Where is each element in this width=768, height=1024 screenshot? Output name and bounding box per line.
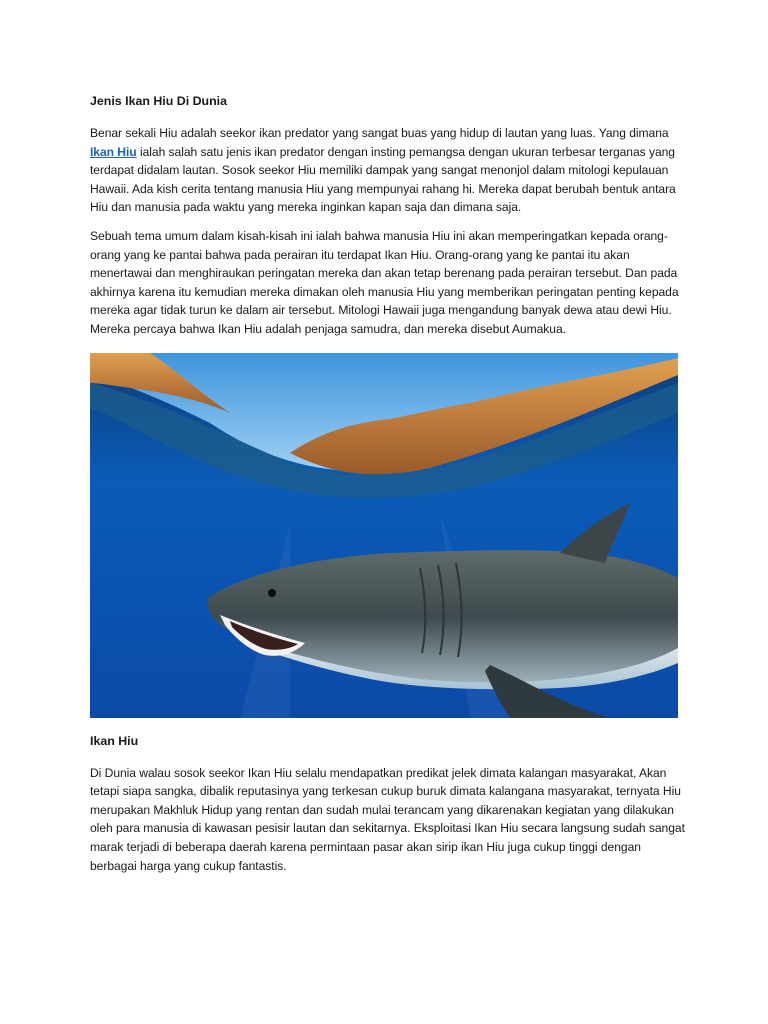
paragraph-intro <box>90 124 690 217</box>
article-body <box>90 92 690 885</box>
paragraph-mythology: Sebuah tema umum dalam kisah-kisah ini ialah bahwa manusia Hiu ini akan memperingatkan kepada orang-orang yang ke pantai bahwa pada perairan itu terdapat Ikan Hiu. Orang-orang yang ke pantai itu akan menertawai dan menghiraukan peringatan mereka dan akan tetap berenang pada perairan tersebut. Dan pada akhirnya karena itu kemudian mereka dimakan oleh manusia Hiu yang memberikan peringatan penting kepada mereka agar tidak turun ke dalam air tersebut. Mitologi Hawaii juga mengandung banyak dewa atau dewi Hiu. Mereka percaya bahwa Ikan Hiu adalah penjaga samudra, dan mereka disebut Aumakua. <box>90 228 679 336</box>
paragraph-conservation: Di Dunia walau sosok seekor Ikan Hiu selalu mendapatkan predikat jelek dimata kalangan masyarakat, Akan tetapi siapa sangka, dibalik reputasinya yang terkesan cukup buruk dimata kalangana masyarakat, ternyata Hiu merupakan Makhluk Hidup yang rentan dan sudah mulai terancam yang dikarenakan kegiatan yang dilakukan oleh para manusia di kawasan pesisir lautan dan sekitarnya. Eksploitasi Ikan Hiu secara langsung sudah sangat marak terjadi di beberapa daerah karena permintaan pasar akan sirip ikan Hiu juga cukup tinggi dengan berbagai harga yang cukup fantastis. <box>90 765 685 873</box>
paragraph-intro-text-end: ialah salah satu jenis ikan predator dengan insting pemangsa dengan ukuran terbesar terganas yang terdapat didalam lautan. Sosok seekor Hiu memiliki dampak yang sangat menonjol dalam mitologi kepulauan Hawaii. Ada kish cerita tentang manusia Hiu yang mempunyai rahang hi. Mereka dapat berubah bentuk antara Hiu dan manusia pada waktu yang mereka inginkan kapan saja dan dimana saja. <box>90 144 676 215</box>
section-title: Ikan Hiu <box>90 733 139 748</box>
article-title: Jenis Ikan Hiu Di Dunia <box>90 94 228 108</box>
paragraph-intro-text-start: Benar sekali Hiu adalah seekor ikan predator yang sangat buas yang hidup di lautan yang luas. Yang dimana <box>90 126 669 140</box>
shark-eye <box>268 589 276 597</box>
ikan-hiu-link[interactable]: Ikan Hiu <box>90 144 137 159</box>
shark-photo <box>90 353 678 718</box>
